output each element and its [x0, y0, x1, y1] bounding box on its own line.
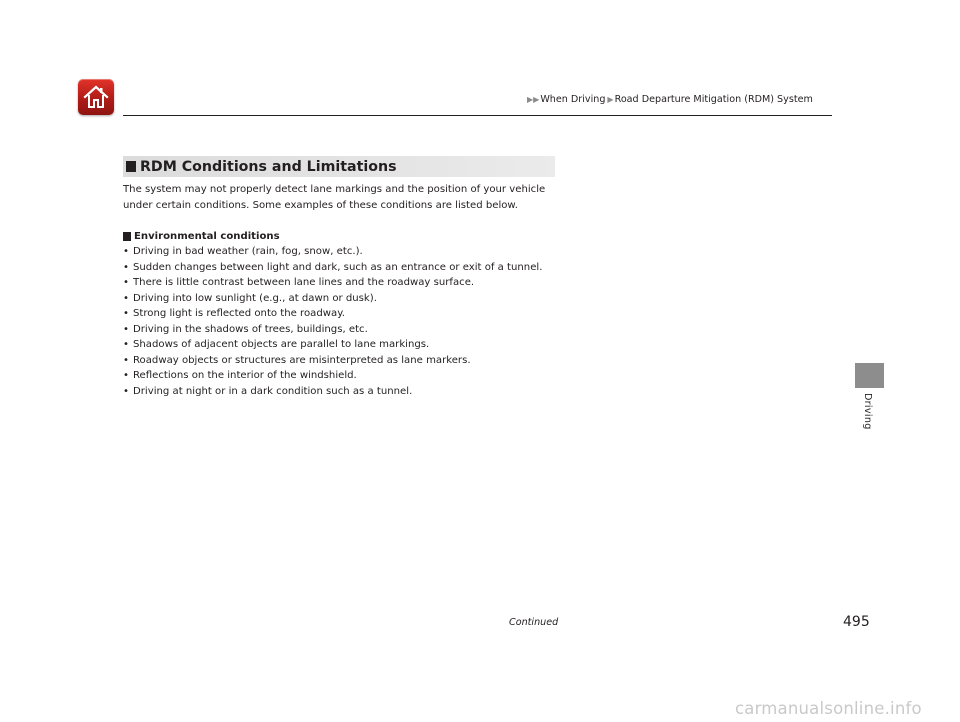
section-body: [123, 182, 563, 399]
list-item: • Driving in the shadows of trees, buildings, etc.: [123, 322, 563, 338]
bullet-icon: •: [123, 277, 129, 288]
heading-square-icon: [126, 161, 136, 172]
section-title: RDM Conditions and Limitations: [140, 158, 397, 175]
header-divider: [123, 115, 832, 116]
breadcrumb-arrow-icon: ▶: [607, 94, 614, 104]
bullet-icon: •: [123, 292, 129, 304]
list-item: • Roadway objects or structures are misinterpreted as lane markers.: [123, 353, 563, 369]
list-item: • Sudden changes between light and dark, such as an entrance or exit of a tunnel.: [123, 260, 563, 276]
list-item: • Driving in bad weather (rain, fog, snow, etc.).: [123, 244, 563, 260]
intro-line-1: The system may not properly detect lane markings and the position of your vehicle: [123, 184, 546, 195]
breadcrumb-item-rdm-system[interactable]: Road Departure Mitigation (RDM) System: [614, 94, 813, 105]
home-button[interactable]: [78, 79, 114, 115]
breadcrumb-item-when-driving[interactable]: When Driving: [540, 94, 606, 105]
bullet-icon: •: [123, 370, 129, 381]
breadcrumb-arrow-icon: ▶▶: [527, 94, 540, 104]
bullet-icon: •: [123, 261, 129, 273]
bullet-icon: •: [123, 246, 129, 257]
breadcrumb: [527, 94, 813, 105]
bullet-icon: •: [123, 385, 129, 397]
home-icon: [82, 84, 110, 110]
subheading-square-icon: [123, 232, 131, 241]
list-item: • There is little contrast between lane lines and the roadway surface.: [123, 275, 563, 291]
continued-label: Continued: [509, 617, 559, 628]
watermark: carmanualsonline.info: [735, 699, 922, 718]
conditions-list: [123, 244, 563, 399]
bullet-icon: •: [123, 323, 129, 335]
page-number: 495: [843, 614, 870, 630]
list-item: • Shadows of adjacent objects are parallel to lane markings.: [123, 337, 563, 353]
list-item: • Strong light is reflected onto the roadway.: [123, 306, 563, 322]
list-item: • Driving into low sunlight (e.g., at dawn or dusk).: [123, 291, 563, 307]
intro-line-2: under certain conditions. Some examples of these conditions are listed below.: [123, 199, 518, 211]
section-heading: [123, 156, 555, 177]
chapter-tab[interactable]: [855, 363, 884, 388]
bullet-icon: •: [123, 339, 129, 350]
subheading-label: Environmental conditions: [134, 230, 280, 242]
bullet-icon: •: [123, 354, 129, 366]
bullet-icon: •: [123, 308, 129, 319]
subheading-environmental: [123, 229, 563, 245]
list-item: • Driving at night or in a dark condition such as a tunnel.: [123, 384, 563, 400]
chapter-label: Driving: [862, 393, 873, 430]
list-item: • Reflections on the interior of the windshield.: [123, 368, 563, 384]
